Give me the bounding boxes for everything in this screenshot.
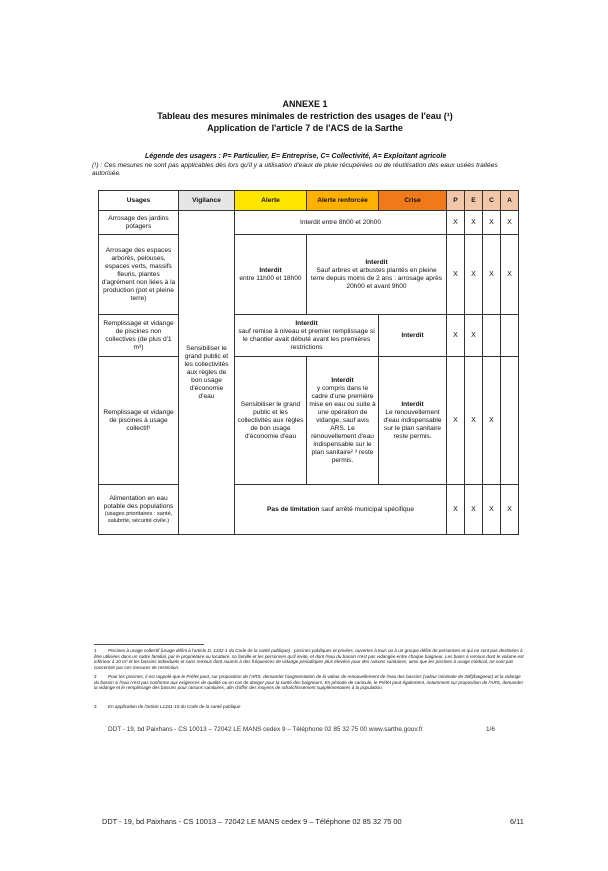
- footnote-number: 3: [94, 704, 97, 709]
- a-cell: X: [501, 485, 519, 535]
- e-cell: X: [465, 485, 483, 535]
- header-c: C: [483, 191, 501, 211]
- c-cell: [483, 315, 501, 357]
- usage-cell: [99, 485, 179, 535]
- annexe-heading: ANNEXE 1: [282, 99, 328, 109]
- table-row: [99, 211, 519, 235]
- restrictions-table: [98, 190, 519, 535]
- p-cell: X: [447, 357, 465, 485]
- footnote-divider: [94, 644, 204, 645]
- e-cell: X: [465, 315, 483, 357]
- measure-cell: [235, 485, 447, 535]
- measure-text: entre 11h00 et 18h00: [239, 274, 302, 282]
- c-cell: X: [483, 211, 501, 235]
- a-cell: X: [501, 235, 519, 315]
- c-cell: X: [483, 357, 501, 485]
- vigilance-cell: Sensibiliser le grand public et les collectivités aux règles de bon usage d'économie d'eau: [179, 211, 235, 535]
- measure-title: Interdit: [259, 266, 282, 274]
- document-subtitle: Application de l'article 7 de l'ACS de la Sarthe: [207, 123, 403, 133]
- usage-cell: Arrosage des espaces arborés, pelouses, espaces verts, massifs fleuris, plantes d'agrément non liées à la production (pot et pleine terre): [99, 235, 179, 315]
- measure-cell: Interdit entre 8h00 et 20h00: [235, 211, 447, 235]
- footnote-text: En application de l'article L1331-10 du Code de la santé publique: [108, 704, 241, 709]
- measure-text: sauf remise à niveau et premier remplissage si le chantier avait débuté avant les premières restrictions: [238, 327, 375, 351]
- footnote: [94, 648, 524, 670]
- alerte-renforcee-cell: [307, 235, 447, 315]
- measure-title: Interdit: [331, 376, 354, 384]
- a-cell: [501, 315, 519, 357]
- alerte-renforcee-cell: [307, 357, 379, 485]
- p-cell: X: [447, 235, 465, 315]
- p-cell: X: [447, 315, 465, 357]
- a-cell: X: [501, 211, 519, 235]
- inner-page-number: 1/6: [486, 726, 495, 733]
- measure-title: Interdit: [365, 258, 388, 266]
- table-row: [99, 485, 519, 535]
- measure-title: Pas de limitation: [267, 505, 320, 513]
- document-title: Tableau des mesures minimales de restriction des usages de l'eau (¹): [157, 111, 453, 121]
- header-usages: Usages: [99, 191, 179, 211]
- footnote-text: Piscines à usage collectif (usage défini à l'article D. 1332-1 du Code de la santé publique) : piscines publiques et privées, ouvertes à tous ou à un groupe défini de personnes et qui ne sont pas destinées à être utilisées dans un cadre familial, par le propriétaire ou locataire, sa famille et les personnes qu'il invite, et dont l'eau du bassin n'est pas vidangée entre chaque baigneur. Les bains à remous dont le volume est inférieur à 10 m³ et les bassins individuels et sans remous dont soumis à des fréquences de vidange périodiques plus élevées pour des raisons sanitaires, ainsi que les piscines à usage médical, ne sont pas concernés par ces mesures de restriction.: [94, 648, 524, 670]
- alerte-cell: [235, 235, 307, 315]
- measure-cell: [235, 315, 379, 357]
- header-vigilance: Vigilance: [179, 191, 235, 211]
- inner-footer-address: DDT - 19, bd Paixhans - CS 10013 – 72042 LE MANS cedex 9 – Téléphone 02 85 32 75 00 www.sarthe.gouv.fr: [108, 726, 423, 733]
- table-row: [99, 315, 519, 357]
- measure-text: sauf arrêté municipal spécifique: [319, 505, 414, 513]
- outer-page-number: 6/11: [510, 817, 524, 826]
- footnote-text: Pour les piscines, il est rappelé que le Préfet peut, sur proposition de l'ARS, demander l'augmentation de la valeur de renouvellement de l'eau des bassins (valeur minimale de 30l/j/baigneur) et la vidange du bassin si l'eau n'est pas conforme aux exigences de qualité ou en cas de danger pour la santé des baigneurs. En période de canicule, le Préfet peut également, notamment sur proposition de l'ARS, demander la vidange et le remplissage des bassins pour raisons sanitaires, afin d'offrir des moyens de rafraîchissement supplémentaires à la population.: [94, 674, 524, 691]
- measure-text: Le renouvellement d'eau indispensable sur le plan sanitaire reste permis.: [383, 408, 442, 440]
- table-header-row: [99, 191, 519, 211]
- usage-text: Alimentation en eau potable des populations: [103, 494, 174, 510]
- header-alerte-renforcee: Alerte renforcée: [307, 191, 379, 211]
- table-row: [99, 235, 519, 315]
- p-cell: X: [447, 211, 465, 235]
- header-e: E: [465, 191, 483, 211]
- measure-title: Interdit: [401, 400, 424, 408]
- table-row: [99, 357, 519, 485]
- e-cell: X: [465, 357, 483, 485]
- usage-cell: Arrosage des jardins potagers: [99, 211, 179, 235]
- header-alerte: Alerte: [235, 191, 307, 211]
- footnote: [94, 704, 524, 710]
- measure-title: Interdit: [295, 319, 318, 327]
- footnote: [94, 674, 524, 691]
- alerte-cell: Sensibiliser le grand public et les collectivités aux règles de bon usage d'économie d'eau: [235, 357, 307, 485]
- measure-text: y compris dans le cadre d'une première mise en eau ou suite à une opération de vidange, sauf avis ARS. Le renouvellement d'eau indispensable sur le plan sanitaire² ³ reste permis.: [309, 384, 376, 464]
- footnote-number: 1: [94, 648, 97, 653]
- c-cell: X: [483, 235, 501, 315]
- e-cell: X: [465, 211, 483, 235]
- usage-cell: Remplissage et vidange de piscines à usage collectif¹: [99, 357, 179, 485]
- applicability-note: (¹) : Ces mesures ne sont pas applicables dès lors qu'il y a utilisation d'eaux de pluie récupérées ou de réutilisation des eaux usées traitées autorisée.: [92, 162, 498, 177]
- measure-text: Sauf arbres et arbustes plantés en pleine terre depuis moins de 2 ans : arrosage après 20h00 et avant 9h00: [310, 266, 443, 290]
- c-cell: X: [483, 485, 501, 535]
- a-cell: [501, 357, 519, 485]
- crise-cell: [379, 357, 447, 485]
- footnote-number: 2: [94, 674, 97, 679]
- usage-note: (usages prioritaires : santé, salubrité, sécurité civile.): [104, 510, 173, 524]
- e-cell: X: [465, 235, 483, 315]
- outer-footer-address: DDT - 19, bd Paixhans - CS 10013 – 72042 LE MANS cedex 9 – Téléphone 02 85 32 75 00: [102, 817, 402, 826]
- p-cell: X: [447, 485, 465, 535]
- users-legend: Légende des usagers : P= Particulier, E= Entreprise, C= Collectivité, A= Exploitant agricole: [145, 153, 447, 160]
- header-crise: Crise: [379, 191, 447, 211]
- header-p: P: [447, 191, 465, 211]
- header-a: A: [501, 191, 519, 211]
- crise-cell: Interdit: [379, 315, 447, 357]
- usage-cell: Remplissage et vidange de piscines non collectives (de plus d'1 m³): [99, 315, 179, 357]
